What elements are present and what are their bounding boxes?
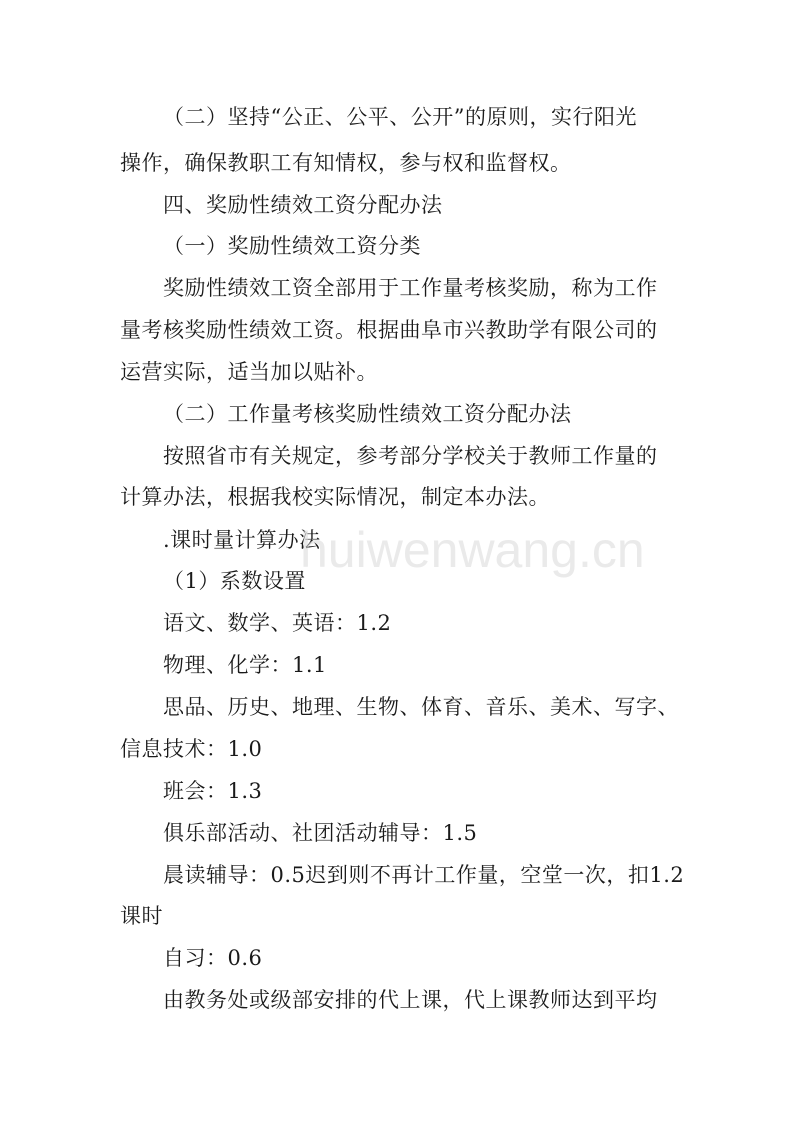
paragraph-line: 量考核奖励性绩效工资。根据曲阜市兴教助学有限公司的 xyxy=(120,318,658,342)
coefficient-line: 物理、化学：1.1 xyxy=(163,653,327,677)
paragraph-line: 由教务处或级部安排的代上课，代上课教师达到平均 xyxy=(163,988,658,1012)
coefficient-line: 晨读辅导：0.5迟到则不再计工作量，空堂一次，扣1.2 xyxy=(163,863,685,887)
coefficient-line: 俱乐部活动、社团活动辅导：1.5 xyxy=(163,821,478,845)
paragraph-line: 运营实际，适当加以贴补。 xyxy=(120,360,378,384)
coefficient-line: 思品、历史、地理、生物、体育、音乐、美术、写字、 xyxy=(163,695,679,719)
paragraph-line: 操作，确保教职工有知情权，参与权和监督权。 xyxy=(120,151,572,175)
item-heading: .课时量计算办法 xyxy=(163,528,321,552)
paragraph-line: （二）坚持“公正、公平、公开”的原则，实行阳光 xyxy=(163,105,637,129)
paragraph-line: 奖励性绩效工资全部用于工作量考核奖励，称为工作 xyxy=(163,276,658,300)
coefficient-line: 自习：0.6 xyxy=(163,946,263,970)
subsection-heading: （一）奖励性绩效工资分类 xyxy=(163,234,421,258)
coefficient-line: 信息技术：1.0 xyxy=(120,737,263,761)
coefficient-line: 班会：1.3 xyxy=(163,779,263,803)
coefficient-line: 课时 xyxy=(120,904,163,928)
paragraph-line: 计算办法，根据我校实际情况，制定本办法。 xyxy=(120,485,550,509)
item-heading: （1）系数设置 xyxy=(163,569,306,593)
section-heading: 四、奖励性绩效工资分配办法 xyxy=(163,193,443,217)
subsection-heading: （二）工作量考核奖励性绩效工资分配办法 xyxy=(163,402,572,426)
watermark: huiwenwang.cn xyxy=(300,522,645,578)
paragraph-line: 按照省市有关规定，参考部分学校关于教师工作量的 xyxy=(163,444,658,468)
coefficient-line: 语文、数学、英语：1.2 xyxy=(163,611,392,635)
